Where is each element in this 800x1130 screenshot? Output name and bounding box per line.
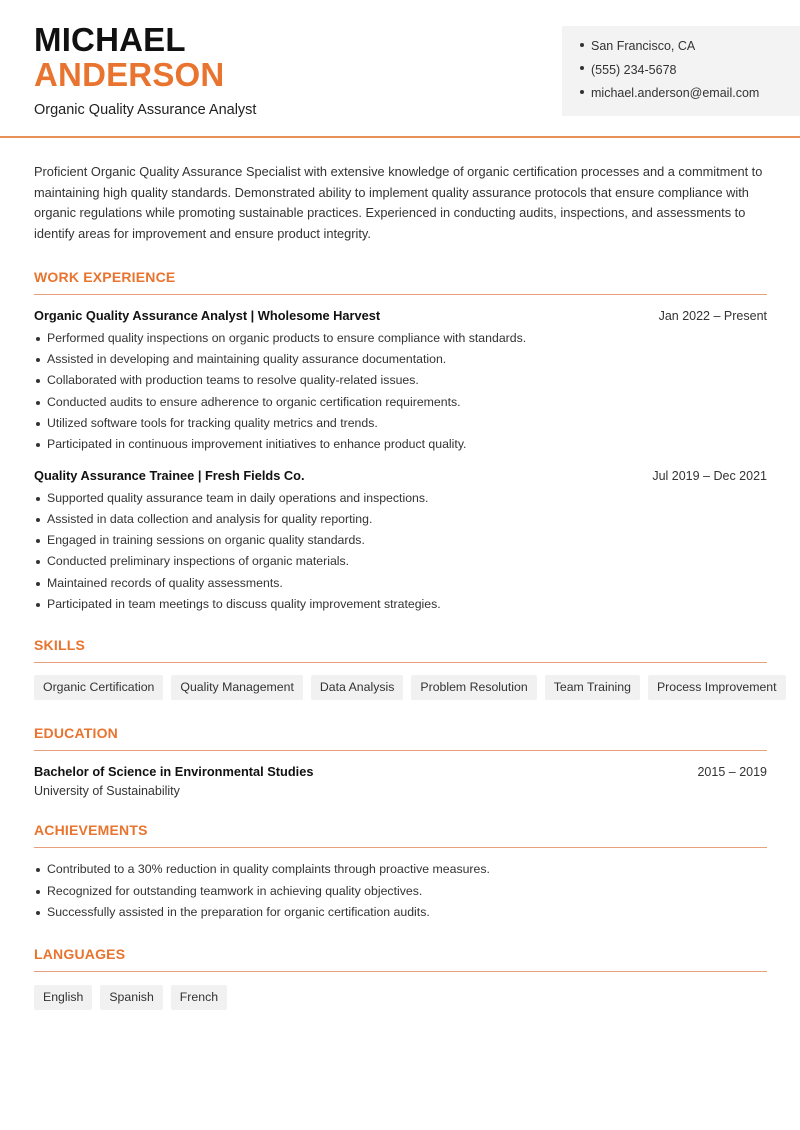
list-item: Assisted in data collection and analysis for quality reporting. [34,509,767,530]
list-item: Recognized for outstanding teamwork in achieving quality objectives. [34,881,767,902]
list-item: Performed quality inspections on organic products to ensure compliance with standards. [34,328,767,349]
entry-head [34,468,767,483]
summary: Proficient Organic Quality Assurance Specialist with extensive knowledge of organic certification processes and a commitment to maintaining high quality standards. Demonstrated ability to implement quality assurance protocols that ensure compliance with organic regulations while promoting sustainable practices. Experienced in conducting audits, inspections, and assessments to identify areas for improvement and ensure product integrity. [34,164,763,242]
achievement-list [34,859,767,923]
list-item: Engaged in training sessions on organic quality standards. [34,530,767,551]
contact-email[interactable] [580,82,800,106]
section-title-education: EDUCATION [34,725,767,751]
job-entry-date: Jan 2022 – Present [658,308,767,323]
skill-tag: Process Improvement [648,675,786,700]
list-item: Conducted audits to ensure adherence to organic certification requirements. [34,392,767,413]
skills-tags [34,675,777,700]
job-bullets [34,488,767,616]
location-text: San Francisco, CA [591,39,696,53]
language-tag: French [171,985,227,1010]
job-entry-title: Organic Quality Assurance Analyst | Wholesome Harvest [34,307,381,323]
job-entry-date: Jul 2019 – Dec 2021 [652,468,767,483]
email-text[interactable]: michael.anderson@email.com [591,86,760,100]
language-tags [34,985,767,1010]
bullet-icon [580,66,584,70]
degree: Bachelor of Science in Environmental Studies [34,764,314,780]
skill-tag: Data Analysis [311,675,404,700]
section-title-languages: LANGUAGES [34,946,767,972]
first-name: MICHAEL [34,21,186,58]
list-item: Maintained records of quality assessments. [34,573,767,594]
list-item: Contributed to a 30% reduction in quality complaints through proactive measures. [34,859,767,880]
list-item: Participated in team meetings to discuss quality improvement strategies. [34,594,767,615]
school-name: University of Sustainability [34,784,180,799]
bullet-icon [580,43,584,47]
name-block [34,22,256,118]
resume-header [0,0,800,138]
language-tag: English [34,985,92,1010]
resume-content [34,162,777,1010]
skill-tag: Problem Resolution [411,675,536,700]
entry-head [34,764,767,779]
skill-tag: Team Training [545,675,640,700]
job-title: Organic Quality Assurance Analyst [34,102,257,118]
skill-tag: Organic Certification [34,675,163,700]
job-entry [34,468,767,616]
list-item: Conducted preliminary inspections of organic materials. [34,551,767,572]
list-item: Collaborated with production teams to resolve quality-related issues. [34,370,767,391]
language-tag: Spanish [100,985,162,1010]
list-item: Utilized software tools for tracking quality metrics and trends. [34,413,767,434]
section-title-work: WORK EXPERIENCE [34,269,767,295]
section-title-achievements: ACHIEVEMENTS [34,822,767,848]
last-name: ANDERSON [34,56,225,93]
contact-location [580,35,800,59]
list-item: Supported quality assurance team in daily operations and inspections. [34,488,767,509]
contact-phone [580,59,800,83]
contact-box [562,26,800,116]
education-entry [34,764,767,798]
job-entry [34,308,767,456]
phone-text: (555) 234-5678 [591,62,677,77]
list-item: Participated in continuous improvement initiatives to enhance product quality. [34,434,767,455]
skill-tag: Quality Management [171,675,302,700]
list-item: Successfully assisted in the preparation for organic certification audits. [34,902,767,923]
entry-head [34,308,767,323]
section-title-skills: SKILLS [34,637,767,663]
job-bullets [34,328,767,456]
job-entry-title: Quality Assurance Trainee | Fresh Fields Co. [34,467,305,483]
bullet-icon [580,90,584,94]
list-item: Assisted in developing and maintaining quality assurance documentation. [34,349,767,370]
education-date: 2015 – 2019 [697,765,767,780]
